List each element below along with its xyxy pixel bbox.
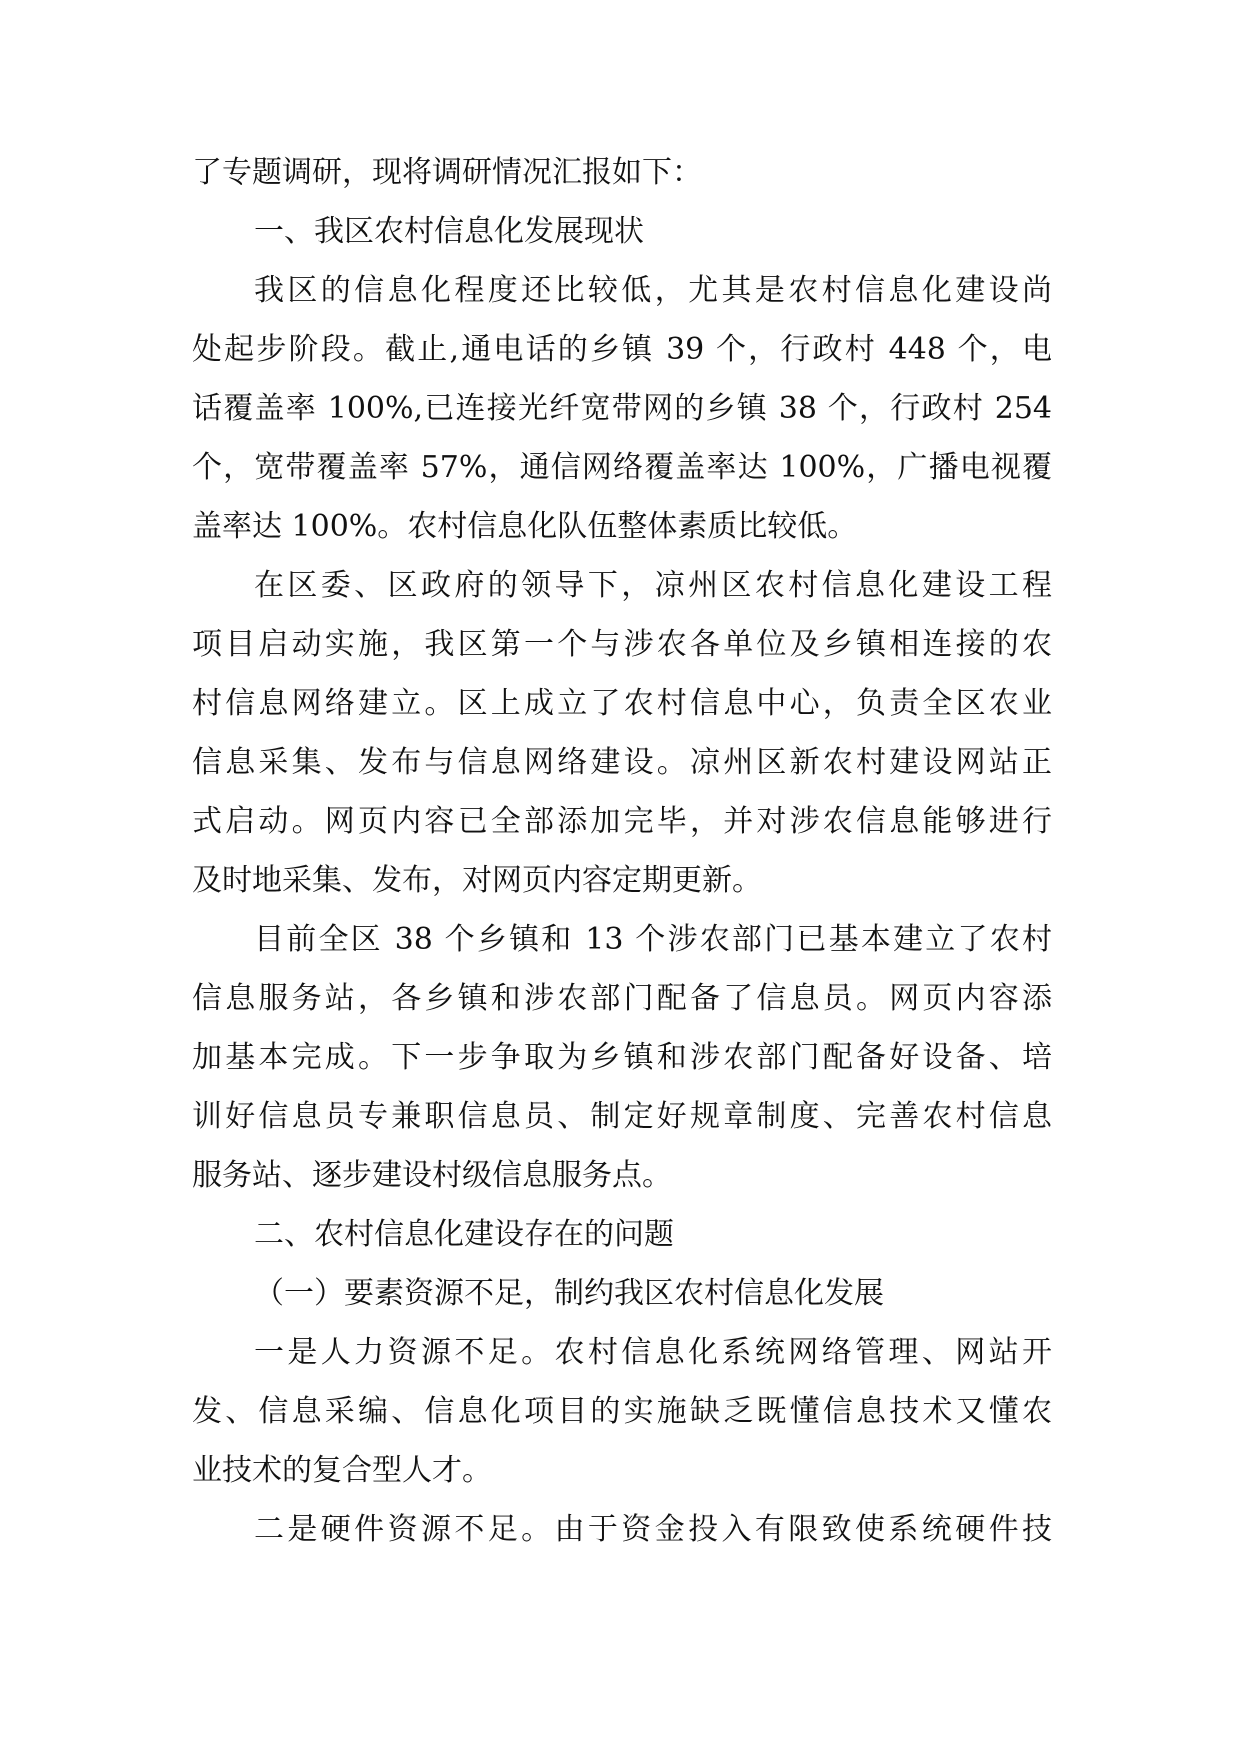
text-line: 处起步阶段。截止,通电话的乡镇 39 个，行政村 448 个，电 — [192, 332, 1052, 367]
text-line: 训好信息员专兼职信息员、制定好规章制度、完善农村信息 — [192, 1099, 1052, 1134]
text-line: 个，宽带覆盖率 57%，通信网络覆盖率达 100%，广播电视覆 — [192, 450, 1052, 485]
text-line: 加基本完成。下一步争取为乡镇和涉农部门配备好设备、培 — [192, 1040, 1052, 1075]
text-line: 目前全区 38 个乡镇和 13 个涉农部门已基本建立了农村 — [254, 922, 1052, 957]
text-line: 信息采集、发布与信息网络建设。凉州区新农村建设网站正 — [192, 745, 1052, 780]
text-line: 我区的信息化程度还比较低，尤其是农村信息化建设尚 — [254, 273, 1052, 308]
text-line: 式启动。网页内容已全部添加完毕，并对涉农信息能够进行 — [192, 804, 1052, 839]
text-line: 盖率达 100%。农村信息化队伍整体素质比较低。 — [192, 509, 858, 544]
subsection-heading: （一）要素资源不足，制约我区农村信息化发展 — [254, 1276, 884, 1311]
section-heading: 一、我区农村信息化发展现状 — [254, 214, 644, 249]
text-line: 发、信息采编、信息化项目的实施缺乏既懂信息技术又懂农 — [192, 1394, 1052, 1429]
text-line: 了专题调研，现将调研情况汇报如下： — [192, 155, 702, 190]
text-line: 业技术的复合型人才。 — [192, 1453, 492, 1488]
text-line: 一是人力资源不足。农村信息化系统网络管理、网站开 — [254, 1335, 1052, 1370]
text-line: 项目启动实施，我区第一个与涉农各单位及乡镇相连接的农 — [192, 627, 1052, 662]
text-line: 及时地采集、发布，对网页内容定期更新。 — [192, 863, 762, 898]
text-line: 服务站、逐步建设村级信息服务点。 — [192, 1158, 672, 1193]
text-line: 信息服务站，各乡镇和涉农部门配备了信息员。网页内容添 — [192, 981, 1052, 1016]
text-line: 村信息网络建立。区上成立了农村信息中心，负责全区农业 — [192, 686, 1052, 721]
section-heading: 二、农村信息化建设存在的问题 — [254, 1217, 674, 1252]
text-line: 二是硬件资源不足。由于资金投入有限致使系统硬件技 — [254, 1512, 1052, 1547]
text-line: 在区委、区政府的领导下，凉州区农村信息化建设工程 — [254, 568, 1052, 603]
text-line: 话覆盖率 100%,已连接光纤宽带网的乡镇 38 个，行政村 254 — [192, 391, 1052, 426]
